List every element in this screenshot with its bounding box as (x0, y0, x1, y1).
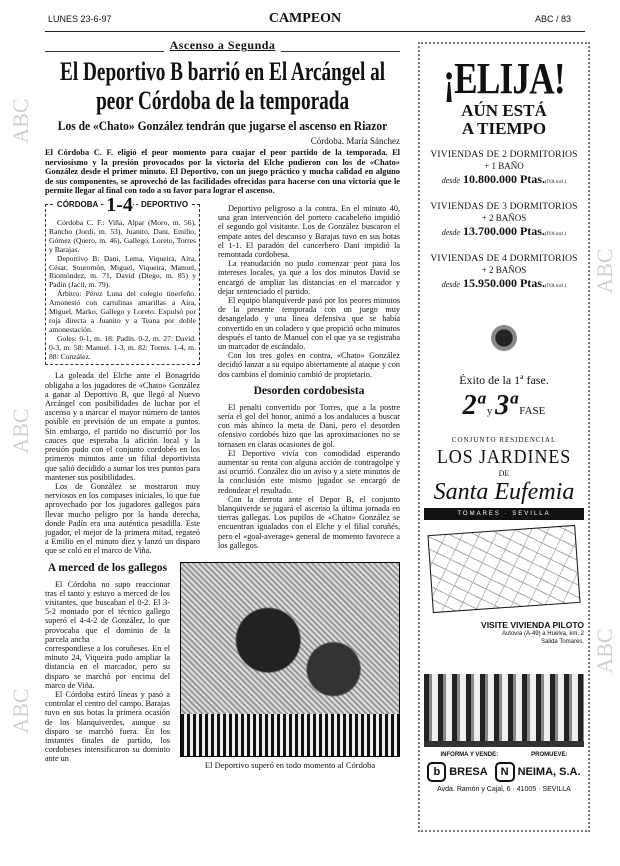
directions: Salida Tomares. (541, 639, 584, 645)
paragraph: La goleada del Elche ante el Bonagrido obligaba a los jugadores de «Chato» González a ganar al Deportivo B, que llegó al Nuevo Arcángel con posibilidades de luchar por el ascenso y a marcar el mayor número de tantos posible en previsión de un empate a puntos. Sin embargo, el partido no discurrió por los cauces que esperaba la afición local y la presión pudo con el conjunto cordobés en los primeros minutos ante un filial deportivista que salió decidido a sumar los tres puntos para mantener sus posibilidades. (45, 371, 200, 482)
paragraph: Con la derrota ante el Depor B, el conjunto blanquiverde se jugará el ascenso la última jornada en tierras gallegas. Los pupilos de «Chato» González se encuentran igualados con el Elche y el filial coruñés, pero el «goal-average» general de momento favorece a los gallegos. (218, 494, 400, 550)
ad-subtitle: AÚN ESTÁ (461, 101, 547, 120)
promoter-logo (495, 762, 581, 782)
ad-logos (424, 762, 584, 782)
offer-rooms: VIVIENDAS DE 3 DORMITORIOS (430, 202, 578, 212)
offer-rooms: VIVIENDAS DE 2 DORMITORIOS (430, 150, 578, 160)
phase-and: y (486, 405, 493, 417)
phase-label: FASE (519, 405, 546, 417)
lineup-away: Deportivo B: Dani, Lema, Viqueira, Aira, César, Souromón, Miguel, Viqueira, Manuel, Riomóndez, m. 71, David (Diego, m. 85) y Padín (Jacil, m. 79). (49, 253, 196, 290)
tax-note: (IVA incl.) (544, 284, 567, 289)
ad-subtitle: A TIEMPO (461, 119, 547, 138)
promote-label: PROMUEVE: (531, 752, 568, 758)
brand-de: DE (498, 469, 510, 478)
price-value: 15.950.000 Ptas. (462, 276, 545, 290)
leaf-icon (474, 312, 534, 367)
tax-note: (IVA incl.) (544, 232, 567, 237)
watermark: ABC (8, 98, 33, 144)
phase-3: 3ª (495, 390, 517, 421)
article-columns (45, 193, 400, 770)
offer-baths: + 2 BAÑOS (481, 265, 527, 275)
paragraph: El Córdoba estiró líneas y pasó a controlar el centro del campo. Barajas tuvo en sus botas la primera ocasión de los blanquiverdes, aunque su disparo se marchó fuera. En los instantes finales de partido, los cordobeses intensificaron su dominio ante un (45, 689, 170, 764)
away-team: DEPORTIVO (138, 201, 191, 210)
home-team: CÓRDOBA (54, 201, 101, 210)
phase-stamp (424, 391, 584, 426)
section-title: CAMPEON (268, 11, 342, 26)
goals: Goles: 0-1, m. 18: Padín. 0-2, m. 27: David. 0-3, m. 58: Manuel. 1-3, m. 82: Torres. 1-4, m. 88: Conzález. (49, 333, 196, 361)
header-rule (45, 31, 585, 32)
paragraph: El penalti convertido por Torres, que a la postre sería el gol del honor, animó a los andaluces a buscar con más ahínco la meta de Dani, pero el desorden ofensivo cordobés hizo que las aproximaciones no se tornasen en claras ocasiones de gol. (218, 402, 400, 449)
ad-title: ¡ELIJA! (443, 54, 565, 103)
offer (424, 150, 584, 190)
article (45, 38, 400, 770)
promoter-name: NEIMA, S.A. (517, 766, 581, 778)
price-value: 10.800.000 Ptas. (462, 172, 545, 186)
from-label: desde (441, 228, 460, 237)
seller-name: BRESA (449, 766, 488, 778)
offer (424, 202, 584, 242)
watermark: ABC (592, 628, 617, 674)
photo-figure (180, 562, 400, 770)
scoreline (46, 195, 199, 215)
page-number: ABC / 83 (535, 14, 572, 24)
paragraph: La reanudación no pudo comenzar peor para los intereses locales, ya que a los dos minutos David se encargó de ampliar las distancias en el marcador y dejar sentenciado el partido. (218, 259, 400, 296)
subheadline: Los de «Chato» González tendrán que jugarse el ascenso en Riazor (57, 118, 388, 133)
location-strip: TOMARES · SEVILLA (424, 508, 584, 520)
referee: Árbitro: Pérez Luna del colegio tinerfeño. Amonestó con cartulinas amarillas a Aira, Miguel, Marko, Gallego y Loreto. Expulsó por roja directa a Juanito y a Teana por doble amonestación. (49, 289, 196, 334)
phase-2: 2ª (462, 390, 485, 421)
ad-address: Avda. Ramón y Cajal, 6 · 41005 · SEVILLA (437, 786, 571, 793)
tax-note: (IVA incl.) (544, 180, 567, 185)
ad-labels (424, 751, 584, 759)
offer-rooms: VIVIENDAS DE 4 DORMITORIOS (430, 254, 578, 264)
column-middle (218, 204, 400, 550)
lead-paragraph: El Córdoba C. F. eligió el peor momento para cuajar el peor partido de la temporada. El nerviosismo y la presión provocados por la victoria del Elche pudieron con los de «Chato» González desde el primer minuto. El Deportivo, con un juego práctico y mucha calidad en alguno de sus componentes, se aprovechó de las facilidades ofrecidas para hacerse con una victoria que le permite llegar al final con todo a su favor para lograr el ascenso. (45, 148, 400, 196)
offer (424, 254, 584, 294)
section-heading: A merced de los gallegos (47, 561, 168, 574)
offer-price (424, 224, 584, 242)
paragraph: Los de González se mostraron muy nerviosos en los compases iniciales, lo que fue aprovechado por los jugadores gallegos para llevar mucho peligro por la banda derecha, donde Padín era una auténtica pesadilla. Este jugador, el mejor de la primera mitad, regateó a Emilio en el minuto diez y lanzó un disparo que se coló en el marco de Viña. (45, 481, 200, 556)
watermark: ABC (8, 688, 33, 734)
section-heading: Desorden cordobesista (253, 384, 365, 397)
watermark: ABC (8, 408, 33, 454)
byline: Córdoba. María Sánchez (310, 136, 400, 146)
score: 1-4 (106, 193, 133, 216)
directions: Autovía (A-49) a Huelva, km. 2 (501, 631, 584, 637)
offer-baths: + 2 BAÑOS (481, 213, 527, 223)
real-estate-ad (418, 42, 590, 832)
paragraph: El Córdoba no supo reaccionar tras el tanto y estuvo a merced de los visitantes, que buscaban el 0-2. El 3-5-2 montado por el técnico gallego superó el 4-4-2 de González, lo que provocaba que el dominio de la parcela ancha (45, 579, 170, 644)
match-photo (180, 562, 400, 757)
offer-baths: + 1 BAÑO (484, 161, 524, 171)
kicker-text: Ascenso a Segunda (164, 38, 282, 52)
from-label: desde (441, 280, 460, 289)
paragraph: El Deportivo vivía con comodidad esperando aumentar su renta con alguna acción de contragolpe y así ocurrió. Conzález dio un aviso y a siete minutos de la conclusión este mismo jugador se encargó de redondear el resultado. (218, 448, 400, 495)
watermark: ABC (592, 248, 617, 294)
paragraph: Deportivo peligroso a la contra. En el minuto 40, una gran intervención del portero cacabeleño impidió el segundo gol visitante. Los de González buscaron el empate antes del descanso y Barajas tuvo en sus botas el 1-1. El paradón del cancerbero Dani impidió la remontada cordobesa. (218, 203, 400, 259)
bresa-icon: b (427, 762, 446, 782)
offer-price (424, 172, 584, 190)
paragraph: El equipo blanquiverde pasó por los peores minutos de la presente temporada con un juego muy desangelado y una línea defensiva que se había convertido en un coladero y que propició ocho minutos después el tanto de Manuel con el que ya se registraba un marcador de escándalo. (218, 296, 400, 352)
residential-label: CONJUNTO RESIDENCIAL (451, 436, 557, 444)
date: LUNES 23-6-97 (48, 14, 112, 24)
success-text: Éxito de la 1ª fase. (459, 373, 549, 387)
neima-icon: N (495, 762, 515, 782)
from-label: desde (441, 176, 460, 185)
kicker (45, 38, 400, 55)
paragraph: Con los tres goles en contra, «Chato» González decidió lanzar a su equipo abiertamente al ataque y con dos cambios el dominio cambió de propietario. (218, 351, 400, 379)
photo-ground (181, 714, 399, 756)
visit-heading: VISITE VIVIENDA PILOTO (481, 620, 584, 630)
seller-logo (427, 762, 487, 782)
paragraph: correspondiese a los coruñeses. En el minuto 24, Viqueira pudo ampliar la distancia en el marcador, pero su disparo se marchó por encima del marco de Viña. (45, 643, 170, 690)
show-home-photo (424, 652, 584, 747)
brand-name: LOS JARDINES (436, 446, 572, 468)
brand-script: Santa Eufemia (433, 479, 575, 505)
location-map (427, 525, 580, 613)
headline: El Deportivo B barrió en El Arcángel al peor Córdoba de la temporada (60, 57, 386, 115)
inform-label: INFORMA Y VENDE: (440, 752, 499, 758)
photo-caption: El Deportivo superó en todo momento al Córdoba (204, 759, 376, 770)
offer-price (424, 276, 584, 294)
scorebox (45, 193, 200, 366)
lineup-home: Córdoba C. F.: Viña, Alpar (Moro, m. 56), Rancho (Jordi, m. 53), Juanito, Dani, Emilio, Gómez (Quero, m. 46), Gallego, Loreto, Torres y Barajas. (49, 217, 196, 254)
price-value: 13.700.000 Ptas. (462, 224, 545, 238)
